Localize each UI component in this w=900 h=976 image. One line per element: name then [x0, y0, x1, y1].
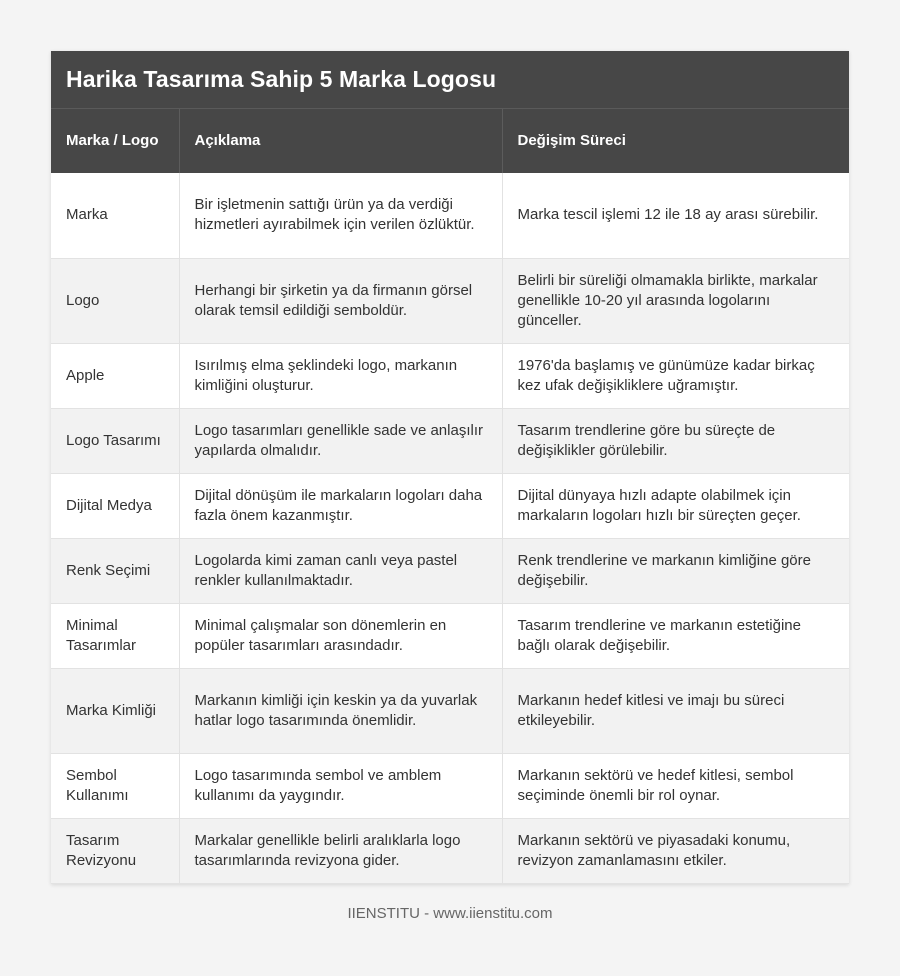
cell-description: Bir işletmenin sattığı ürün ya da verdiği hizmetleri ayırabilmek için verilen özlüktür.: [179, 173, 502, 258]
cell-description: Logo tasarımında sembol ve amblem kullanımı da yaygındır.: [179, 753, 502, 818]
cell-brand: Sembol Kullanımı: [51, 753, 179, 818]
cell-description: Herhangi bir şirketin ya da firmanın görsel olarak temsil edildiği semboldür.: [179, 258, 502, 343]
cell-change-process: 1976'da başlamış ve günümüze kadar birkaç kez ufak değişikliklere uğramıştır.: [502, 343, 849, 408]
cell-change-process: Belirli bir süreliği olmamakla birlikte, markalar genellikle 10-20 yıl arasında logolarını günceller.: [502, 258, 849, 343]
table-header-row: [51, 109, 849, 173]
table-row: [51, 603, 849, 668]
title-bar: [51, 51, 849, 109]
column-header-description: Açıklama: [179, 109, 502, 173]
cell-change-process: Markanın hedef kitlesi ve imajı bu süreci etkileyebilir.: [502, 668, 849, 753]
cell-change-process: Tasarım trendlerine ve markanın estetiğine bağlı olarak değişebilir.: [502, 603, 849, 668]
table-row: [51, 668, 849, 753]
cell-change-process: Markanın sektörü ve hedef kitlesi, sembol seçiminde önemli bir rol oynar.: [502, 753, 849, 818]
table-row: [51, 408, 849, 473]
cell-description: Dijital dönüşüm ile markaların logoları daha fazla önem kazanmıştır.: [179, 473, 502, 538]
table-row: [51, 753, 849, 818]
cell-description: Logolarda kimi zaman canlı veya pastel renkler kullanılmaktadır.: [179, 538, 502, 603]
cell-brand: Logo: [51, 258, 179, 343]
cell-brand: Minimal Tasarımlar: [51, 603, 179, 668]
table-row: [51, 473, 849, 538]
cell-change-process: Renk trendlerine ve markanın kimliğine göre değişebilir.: [502, 538, 849, 603]
table-row: [51, 343, 849, 408]
cell-description: Minimal çalışmalar son dönemlerin en popüler tasarımları arasındadır.: [179, 603, 502, 668]
cell-brand: Logo Tasarımı: [51, 408, 179, 473]
cell-brand: Marka Kimliği: [51, 668, 179, 753]
cell-brand: Dijital Medya: [51, 473, 179, 538]
cell-brand: Marka: [51, 173, 179, 258]
page-title: Harika Tasarıma Sahip 5 Marka Logosu: [66, 66, 497, 92]
column-header-brand: Marka / Logo: [51, 109, 179, 173]
cell-change-process: Markanın sektörü ve piyasadaki konumu, revizyon zamanlamasını etkiler.: [502, 818, 849, 883]
table-row: [51, 538, 849, 603]
cell-description: Markanın kimliği için keskin ya da yuvarlak hatlar logo tasarımında önemlidir.: [179, 668, 502, 753]
data-table: [51, 109, 849, 884]
cell-brand: Tasarım Revizyonu: [51, 818, 179, 883]
column-header-change-process: Değişim Süreci: [502, 109, 849, 173]
cell-change-process: Marka tescil işlemi 12 ile 18 ay arası sürebilir.: [502, 173, 849, 258]
cell-description: Isırılmış elma şeklindeki logo, markanın kimliğini oluşturur.: [179, 343, 502, 408]
cell-change-process: Dijital dünyaya hızlı adapte olabilmek için markaların logoları hızlı bir süreçten geçer.: [502, 473, 849, 538]
footer-credit: IIENSTITU - www.iienstitu.com: [347, 905, 553, 922]
cell-description: Markalar genellikle belirli aralıklarla logo tasarımlarında revizyona gider.: [179, 818, 502, 883]
table-card: [51, 51, 849, 884]
table-row: [51, 818, 849, 883]
cell-description: Logo tasarımları genellikle sade ve anlaşılır yapılarda olmalıdır.: [179, 408, 502, 473]
cell-change-process: Tasarım trendlerine göre bu süreçte de değişiklikler görülebilir.: [502, 408, 849, 473]
table-row: [51, 173, 849, 258]
table-row: [51, 258, 849, 343]
cell-brand: Renk Seçimi: [51, 538, 179, 603]
cell-brand: Apple: [51, 343, 179, 408]
